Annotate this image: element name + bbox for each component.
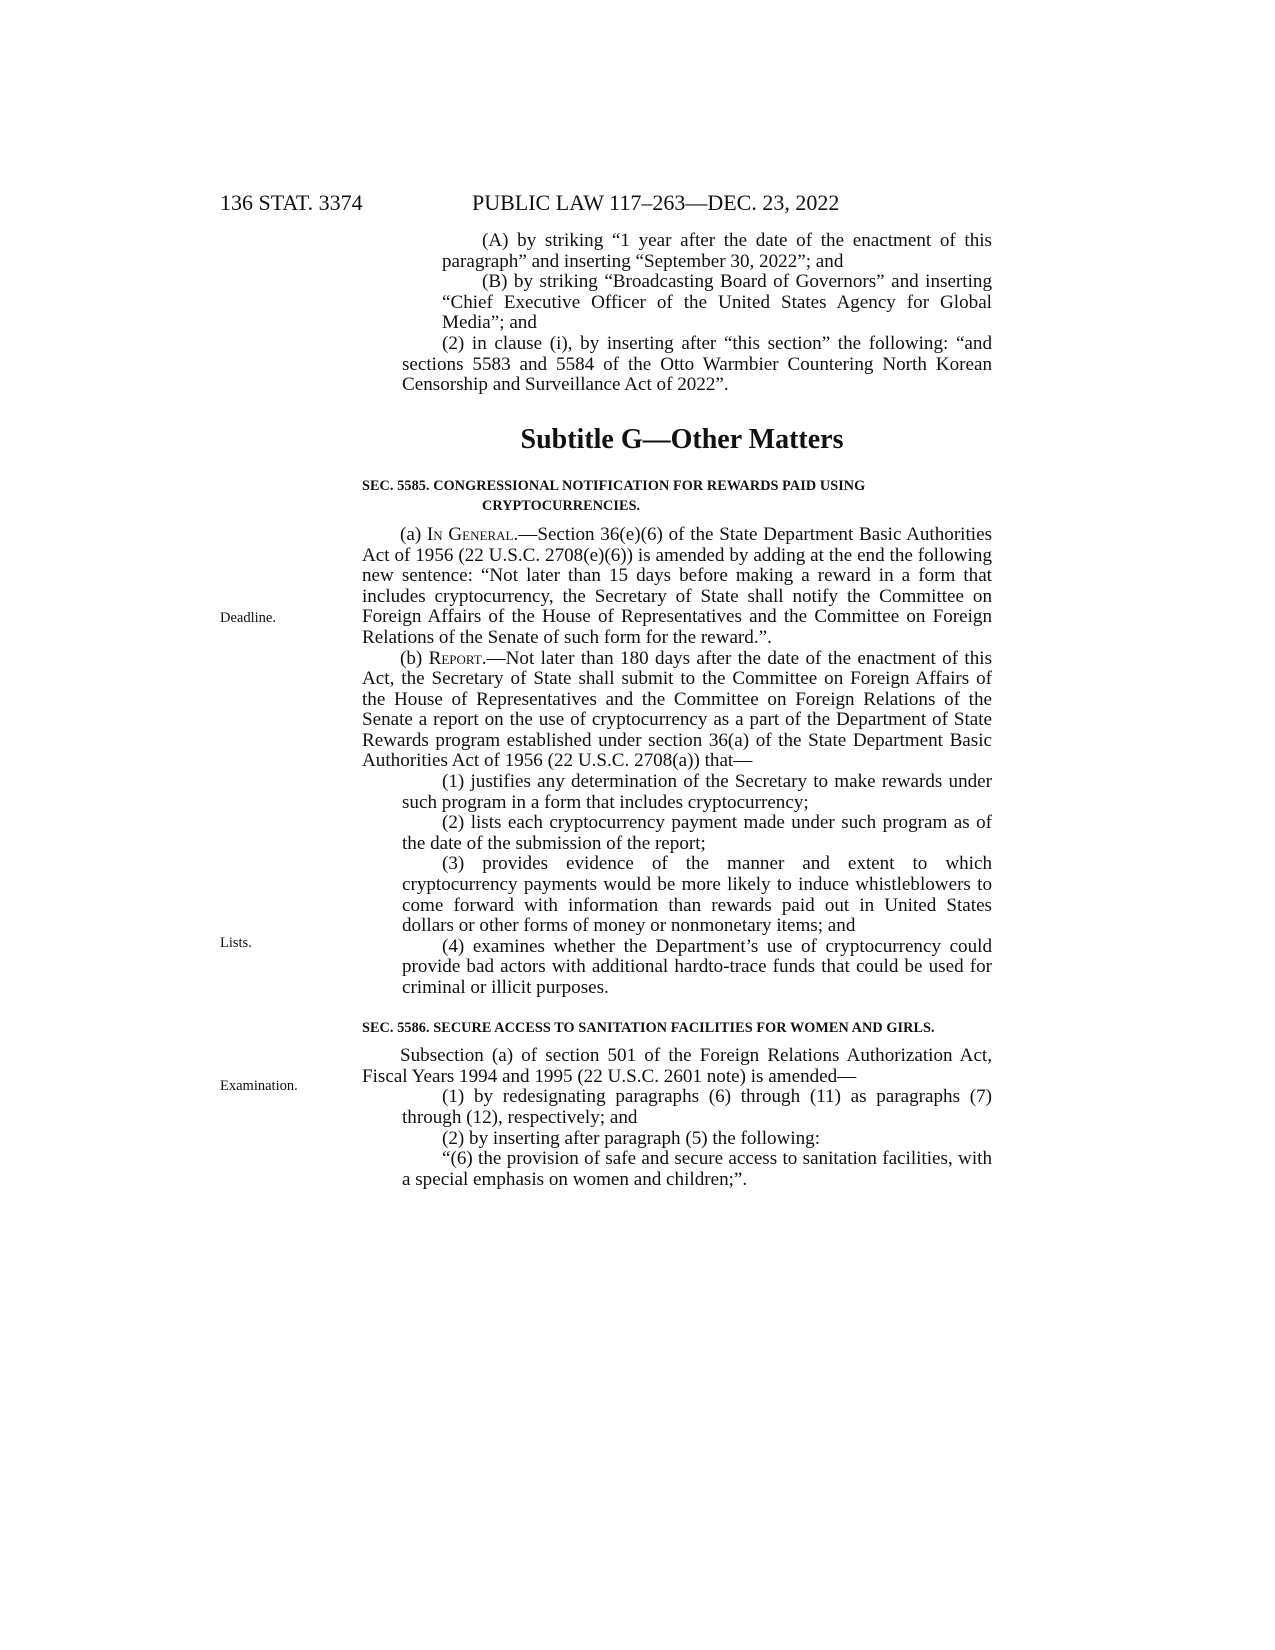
subsection-a-label: (a) [400,523,427,545]
subsection-b-heading: Report [428,647,482,669]
paragraph-2-continuation: (2) in clause (i), by inserting after “this section” the following: “and sections 5583 and 5584 of the Otto Warmbier Countering North Korean Censorship and Surveillance Act of 2022”. [402,332,992,396]
section-5585-subsection-b [362,649,992,773]
public-law-citation: PUBLIC LAW 117–263—DEC. 23, 2022 [472,190,840,215]
section-5585-heading: SEC. 5585. CONGRESSIONAL NOTIFICATION FOR REWARDS PAID USING CRYPTOCURRENCIES. [362,477,866,515]
report-item-3: (3) provides evidence of the manner and extent to which cryptocurrency payments would be more likely to induce whistleblowers to come forward with information than rewards paid out in United States dollars or other forms of money or nonmonetary items; and [402,853,992,937]
subsection-a-text: .—Section 36(e)(6) of the State Department Basic Authorities Act of 1956 (22 U.S.C. 2708(e)(6)) is amended by adding at the end the following new sentence: “Not later than 15 days before making a reward in a form that includes cryptocurrency, the Secretary of State shall notify the Committee on Foreign Affairs of the House of Representatives and the Committee on Foreign Relations of the Senate of such form for the reward.”. [362,523,992,648]
subsection-a-heading: In General [426,523,514,545]
amendment-item-2: (2) by inserting after paragraph (5) the following: [442,1127,821,1149]
clause-a-continuation: (A) by striking “1 year after the date of the enactment of this paragraph” and inserting “September 30, 2022”; and [442,230,992,272]
subsection-b-label: (b) [400,647,429,669]
subsection-b-text: .—Not later than 180 days after the date of the enactment of this Act, the Secretary of State shall submit to the Committee on Foreign Affairs of the House of Representatives and the Committee on Foreign Relations of the Senate a report on the use of cryptocurrency as a part of the Department of State Rewards program established under section 36(a) of the State Department Basic Authorities Act of 1956 (22 U.S.C. 2708(a)) that— [362,647,992,772]
running-header [220,188,1000,218]
report-item-4: (4) examines whether the Department’s use of cryptocurrency could provide bad actors with additional hardto-trace funds that could be used for criminal or illicit purposes. [402,935,992,998]
section-5585-subsection-a [362,525,992,649]
margin-note-deadline: Deadline. [220,610,276,626]
report-item-2: (2) lists each cryptocurrency payment made under such program as of the date of the submission of the report; [402,812,992,854]
inserted-paragraph-6: “(6) the provision of safe and secure access to sanitation facilities, with a special emphasis on women and children;”. [402,1148,992,1190]
section-5586-intro: Subsection (a) of section 501 of the Foreign Relations Authorization Act, Fiscal Years 1994 and 1995 (22 U.S.C. 2601 note) is amended— [362,1045,992,1087]
main-text-column [362,231,992,1190]
report-item-1: (1) justifies any determination of the Secretary to make rewards under such program in a form that includes cryptocurrency; [402,771,992,813]
margin-note-examination: Examination. [220,1078,298,1094]
statute-page-number: 136 STAT. 3374 [220,190,363,215]
margin-note-lists: Lists. [220,935,252,951]
amendment-item-1: (1) by redesignating paragraphs (6) through (11) as paragraphs (7) through (12), respectively; and [402,1086,992,1128]
clause-b-continuation: (B) by striking “Broadcasting Board of Governors” and inserting “Chief Executive Officer of the United States Agency for Global Media”; and [442,271,992,334]
section-5586-heading: SEC. 5586. SECURE ACCESS TO SANITATION FACILITIES FOR WOMEN AND GIRLS. [362,1019,935,1036]
subtitle-heading: Subtitle G—Other Matters [520,423,844,455]
